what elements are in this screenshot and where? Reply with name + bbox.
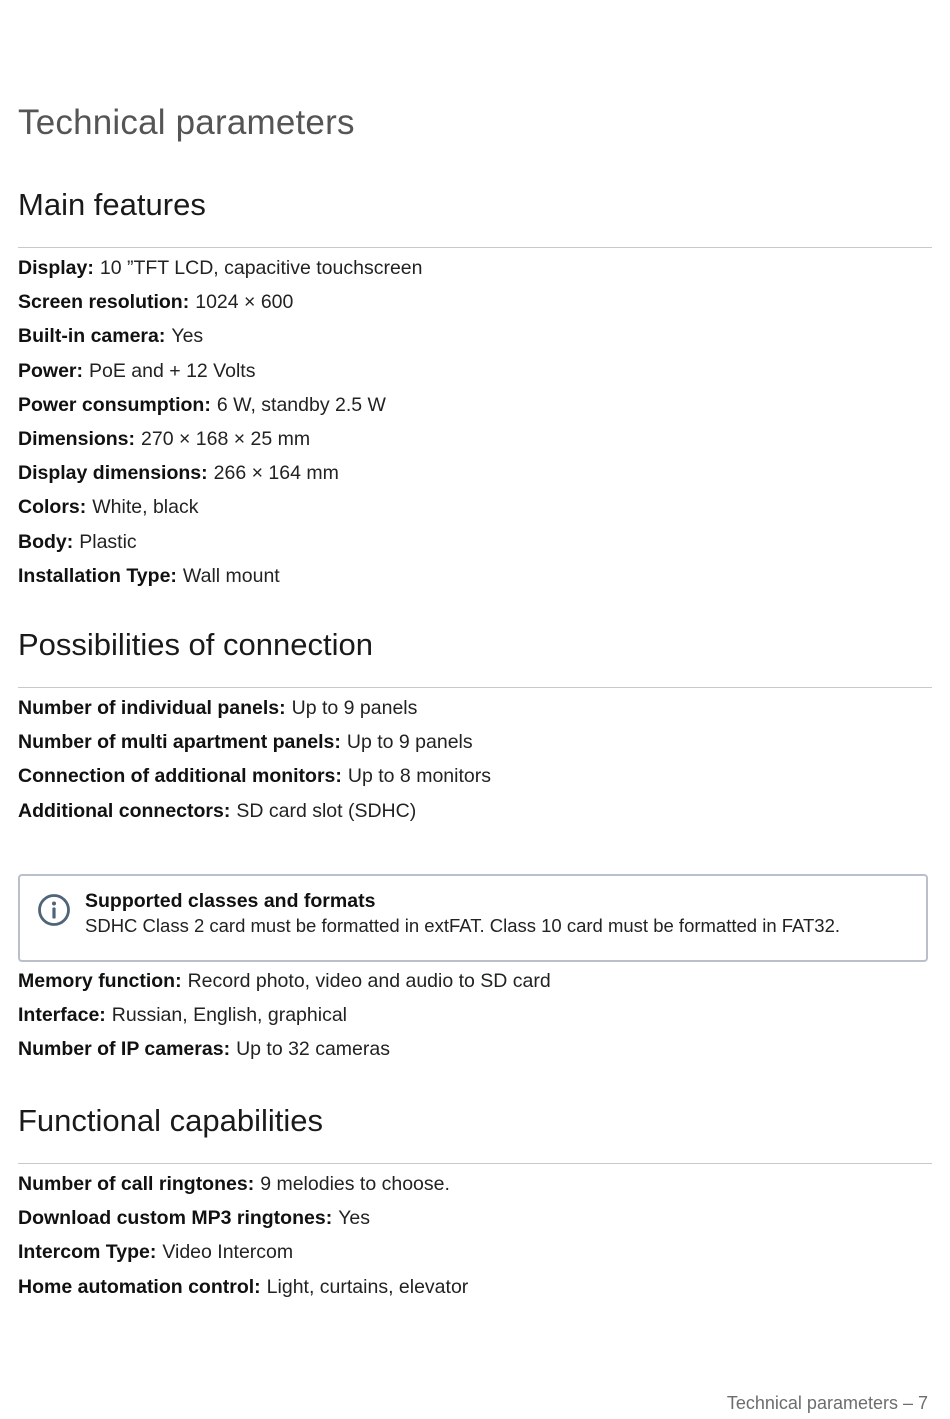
section-heading: Main features [18,187,206,222]
spec-value: Up to 32 cameras [236,1038,390,1061]
spec-row: Interface : Russian, English, graphical [18,998,932,1032]
spec-value: Plastic [79,530,137,553]
spec-row: Display dimensions : 266 × 164 mm [18,456,932,490]
info-notice [18,874,928,962]
spec-label: Built-in camera [18,325,159,348]
spec-row: Additional connectors : SD card slot (SDHC) [18,794,932,828]
spec-row: Display : 10 ”TFT LCD, capacitive touchscreen [18,251,932,285]
spec-label: Number of multi apartment panels [18,731,335,754]
spec-label: Intercom Type [18,1241,150,1264]
spec-label: Download custom MP3 ringtones [18,1207,326,1230]
spec-row: Number of IP cameras : Up to 32 cameras [18,1032,932,1066]
spec-row: Dimensions : 270 × 168 × 25 mm [18,422,932,456]
spec-label: Home automation control [18,1275,255,1298]
spec-label: Number of individual panels [18,697,280,719]
section-functional [18,1099,932,1304]
notice-body: SDHC Class 2 card must be formatted in extFAT. Class 10 card must be formatted in FAT32. [85,915,841,936]
spec-value: 1024 × 600 [195,291,294,314]
spec-row: Screen resolution : 1024 × 600 [18,285,932,319]
spec-row: Colors : White, black [18,490,932,524]
spec-row: Power : PoE and + 12 Volts [18,354,932,388]
spec-row: Number of individual panels : Up to 9 panels [18,691,932,725]
spec-label: Colors [18,496,80,519]
spec-value: Russian, English, graphical [111,1004,348,1027]
spec-list [18,1167,932,1304]
spec-label: Screen resolution [18,291,183,314]
spec-row: Download custom MP3 ringtones : Yes [18,1201,932,1235]
spec-row: Intercom Type : Video Intercom [18,1235,932,1269]
spec-label: Memory function [18,970,176,992]
spec-label: Dimensions [18,427,129,450]
spec-value: 6 W, standby 2.5 W [216,393,386,416]
divider [18,1163,932,1164]
notice-title: Supported classes and formats [85,890,376,912]
spec-label: Number of IP cameras [18,1038,224,1061]
spec-value: 10 ”TFT LCD, capacitive touchscreen [99,257,423,279]
spec-label: Installation Type [18,564,171,587]
spec-value: Wall mount [182,564,280,587]
spec-label: Additional connectors [18,799,224,822]
spec-value: Yes [338,1207,370,1230]
spec-list [18,964,932,1067]
spec-label: Connection of additional monitors [18,765,336,788]
spec-row: Power consumption : 6 W, standby 2.5 W [18,388,932,422]
spec-label: Display dimensions [18,462,202,485]
spec-row: Home automation control : Light, curtains, elevator [18,1270,932,1304]
page-title: Technical parameters [18,103,355,142]
spec-value: Up to 8 monitors [347,765,491,788]
section-heading: Possibilities of connection [18,627,373,662]
spec-row: Number of multi apartment panels : Up to 9 panels [18,725,932,759]
section-connection [18,623,932,828]
spec-value: Up to 9 panels [291,697,418,719]
spec-value: Record photo, video and audio to SD card [187,970,551,992]
spec-value: Light, curtains, elevator [266,1275,469,1298]
spec-value: 9 melodies to choose. [260,1173,450,1195]
spec-value: Yes [171,325,204,348]
spec-row: Body : Plastic [18,525,932,559]
divider [18,687,932,688]
spec-value: White, black [92,496,199,519]
section-main-features [18,183,932,593]
spec-row: Built-in camera : Yes [18,319,932,353]
spec-value: 270 × 168 × 25 mm [141,427,311,450]
spec-value: Video Intercom [162,1241,294,1264]
spec-label: Body [18,530,67,553]
spec-label: Interface [18,1004,100,1027]
spec-row: Installation Type : Wall mount [18,559,932,593]
spec-label: Number of call ringtones [18,1173,248,1195]
spec-list [18,251,932,593]
spec-value: PoE and + 12 Volts [89,359,256,382]
spec-value: Up to 9 panels [346,731,473,754]
spec-value: 266 × 164 mm [213,462,339,485]
spec-row: Connection of additional monitors : Up to 8 monitors [18,759,932,793]
section-heading: Functional capabilities [18,1103,324,1138]
divider [18,247,932,248]
page-footer: Technical parameters – 7 [726,1393,928,1413]
spec-list [18,691,932,828]
spec-label: Power [18,359,77,382]
spec-label: Power consumption [18,393,205,416]
spec-label: Display [18,257,88,279]
spec-value: SD card slot (SDHC) [236,799,417,822]
spec-row: Number of call ringtones : 9 melodies to choose. [18,1167,932,1201]
spec-row: Memory function : Record photo, video and audio to SD card [18,964,932,998]
info-icon [37,893,71,927]
